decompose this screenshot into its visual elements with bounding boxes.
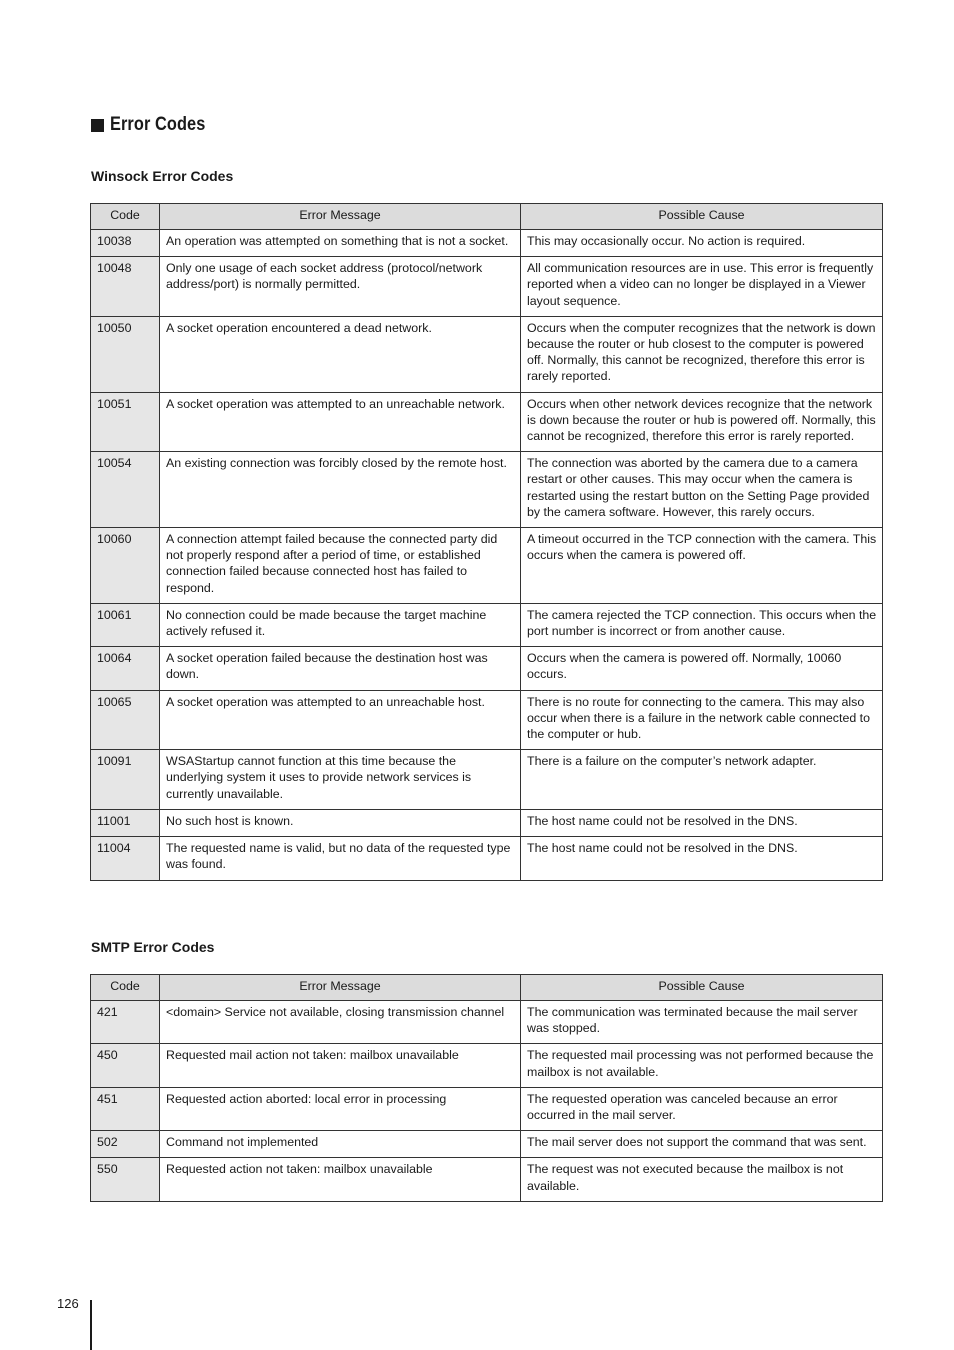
code-cell: 10064 [91,647,160,690]
column-header-error-message: Error Message [160,204,521,230]
table-row [91,837,883,880]
table-row [91,647,883,690]
code-cell: 10061 [91,603,160,646]
column-header-possible-cause: Possible Cause [521,975,883,1001]
possible-cause-cell: The host name could not be resolved in the DNS. [521,809,883,836]
error-message-cell: <domain> Service not available, closing transmission channel [160,1001,521,1044]
error-message-cell: An existing connection was forcibly closed by the remote host. [160,452,521,528]
possible-cause-cell: The connection was aborted by the camera due to a camera restart or other causes. This may occur when the camera is restarted using the restart button on the Setting Page provided by the camera software. However, this rarely occurs. [521,452,883,528]
table-row [91,1087,883,1130]
error-message-cell: Command not implemented [160,1131,521,1158]
error-message-cell: No such host is known. [160,809,521,836]
table-row [91,392,883,452]
possible-cause-cell: The camera rejected the TCP connection. This occurs when the port number is incorrect or from another cause. [521,603,883,646]
possible-cause-cell: The mail server does not support the command that was sent. [521,1131,883,1158]
error-message-cell: Requested action aborted: local error in processing [160,1087,521,1130]
code-cell: 10050 [91,316,160,392]
error-message-cell: A socket operation was attempted to an unreachable host. [160,690,521,750]
column-header-error-message: Error Message [160,975,521,1001]
table-row [91,809,883,836]
table-row [91,1001,883,1044]
table-row [91,230,883,257]
code-cell: 451 [91,1087,160,1130]
page-margin-rule [90,1300,92,1350]
smtp-error-table [90,974,883,1202]
winsock-heading: Winsock Error Codes [91,168,234,184]
possible-cause-cell: Occurs when the camera is powered off. Normally, 10060 occurs. [521,647,883,690]
code-cell: 421 [91,1001,160,1044]
table-row [91,1158,883,1201]
code-cell: 450 [91,1044,160,1087]
table-row [91,1131,883,1158]
possible-cause-cell: The communication was terminated because the mail server was stopped. [521,1001,883,1044]
table-row [91,257,883,317]
possible-cause-cell: The requested mail processing was not performed because the mailbox is not available. [521,1044,883,1087]
table-row [91,1044,883,1087]
error-message-cell: The requested name is valid, but no data of the requested type was found. [160,837,521,880]
table-row [91,452,883,528]
square-bullet-icon [91,119,104,132]
code-cell: 10048 [91,257,160,317]
error-message-cell: Requested action not taken: mailbox unavailable [160,1158,521,1201]
code-cell: 10065 [91,690,160,750]
error-message-cell: Requested mail action not taken: mailbox unavailable [160,1044,521,1087]
possible-cause-cell: Occurs when other network devices recognize that the network is down because the router or hub is powered off. Normally, this cannot be recognized, therefore this error is rarely reported. [521,392,883,452]
possible-cause-cell: Occurs when the computer recognizes that the network is down because the router or hub closest to the computer is powered off. Normally, this cannot be recognized, therefore this error is rarely reported. [521,316,883,392]
error-message-cell: Only one usage of each socket address (protocol/network address/port) is normally permitted. [160,257,521,317]
error-message-cell: A connection attempt failed because the connected party did not properly respond after a period of time, or established connection failed because connected host has failed to respond. [160,528,521,604]
code-cell: 502 [91,1131,160,1158]
smtp-heading: SMTP Error Codes [91,939,215,955]
code-cell: 11001 [91,809,160,836]
error-message-cell: A socket operation encountered a dead network. [160,316,521,392]
code-cell: 10091 [91,750,160,810]
table-row [91,603,883,646]
possible-cause-cell: There is a failure on the computer’s network adapter. [521,750,883,810]
table-row [91,750,883,810]
error-message-cell: An operation was attempted on something that is not a socket. [160,230,521,257]
possible-cause-cell: The request was not executed because the mailbox is not available. [521,1158,883,1201]
page-title [91,114,221,136]
error-message-cell: A socket operation was attempted to an unreachable network. [160,392,521,452]
error-message-cell: WSAStartup cannot function at this time because the underlying system it uses to provide network services is currently unavailable. [160,750,521,810]
table-row [91,316,883,392]
possible-cause-cell: All communication resources are in use. This error is frequently reported when a video can no longer be displayed in a Viewer layout sequence. [521,257,883,317]
column-header-code: Code [91,975,160,1001]
possible-cause-cell: The host name could not be resolved in the DNS. [521,837,883,880]
error-message-cell: A socket operation failed because the destination host was down. [160,647,521,690]
possible-cause-cell: A timeout occurred in the TCP connection with the camera. This occurs when the camera is powered off. [521,528,883,604]
table-row [91,528,883,604]
winsock-error-table [90,203,883,881]
table-header-row [91,204,883,230]
code-cell: 10054 [91,452,160,528]
code-cell: 11004 [91,837,160,880]
page-number: 126 [57,1296,79,1311]
possible-cause-cell: This may occasionally occur. No action is required. [521,230,883,257]
table-header-row [91,975,883,1001]
table-row [91,690,883,750]
error-message-cell: No connection could be made because the target machine actively refused it. [160,603,521,646]
code-cell: 10038 [91,230,160,257]
possible-cause-cell: The requested operation was canceled because an error occurred in the mail server. [521,1087,883,1130]
code-cell: 550 [91,1158,160,1201]
column-header-code: Code [91,204,160,230]
code-cell: 10060 [91,528,160,604]
code-cell: 10051 [91,392,160,452]
column-header-possible-cause: Possible Cause [521,204,883,230]
possible-cause-cell: There is no route for connecting to the camera. This may also occur when there is a failure in the network cable connected to the computer or hub. [521,690,883,750]
page-title-text: Error Codes [110,114,206,135]
